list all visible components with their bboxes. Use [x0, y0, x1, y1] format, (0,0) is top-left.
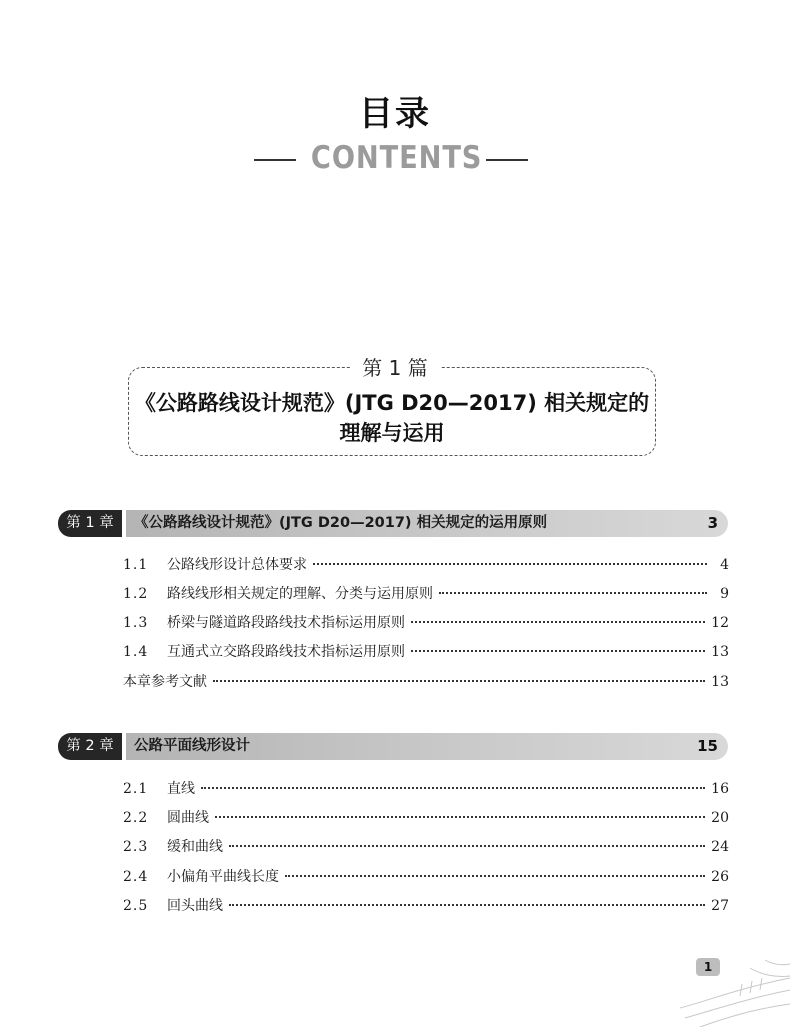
toc-entry[interactable]	[123, 641, 729, 665]
part-title-line-2: 理解与运用	[339, 421, 445, 445]
entry-number: 1.4	[123, 644, 149, 660]
leader-dots	[229, 904, 705, 906]
entry-title: 直线	[167, 781, 195, 797]
chapter-page: 3	[707, 514, 718, 532]
page-subtitle: CONTENTS	[310, 140, 483, 176]
toc-entry[interactable]	[123, 778, 729, 802]
page-subtitle-row	[0, 140, 790, 180]
entry-number: 2.3	[123, 839, 149, 855]
chapter-page: 15	[697, 737, 718, 755]
chapter-2-header[interactable]	[58, 733, 728, 760]
toc-entry[interactable]	[123, 807, 729, 831]
entry-page: 27	[711, 898, 729, 914]
leader-dots	[285, 875, 705, 877]
page-title: 目录	[359, 94, 431, 134]
toc-entry[interactable]	[123, 866, 729, 890]
part-title-line-1: 《公路路线设计规范》(JTG D20—2017) 相关规定的	[134, 391, 650, 415]
entry-number: 1.2	[123, 586, 149, 602]
leader-dots	[201, 787, 705, 789]
part-label	[0, 352, 790, 381]
entry-page: 9	[720, 586, 729, 602]
leader-dots	[411, 650, 705, 652]
entry-title: 圆曲线	[167, 810, 209, 826]
entry-title: 小偏角平曲线长度	[167, 869, 279, 885]
toc-entry[interactable]	[123, 612, 729, 636]
entry-number: 2.4	[123, 869, 149, 885]
chapter-tag: 第 1 章	[58, 510, 122, 537]
entry-number: 1.3	[123, 615, 149, 631]
part-title	[128, 388, 656, 448]
entry-number: 2.1	[123, 781, 149, 797]
entry-page: 4	[720, 557, 729, 573]
chapter-title: 公路平面线形设计	[134, 738, 250, 754]
entry-number: 1.1	[123, 557, 149, 573]
entry-title: 路线线形相关规定的理解、分类与运用原则	[167, 586, 433, 602]
leader-dots	[313, 563, 707, 565]
entry-title: 缓和曲线	[167, 839, 223, 855]
entry-page: 20	[711, 810, 729, 826]
entry-page: 13	[711, 644, 729, 660]
entry-page: 12	[711, 615, 729, 631]
page-number-tab: 1	[696, 958, 720, 976]
leader-dots	[229, 845, 705, 847]
toc-entry[interactable]	[123, 554, 729, 578]
entry-number: 2.5	[123, 898, 149, 914]
leader-dots	[213, 680, 705, 682]
leader-dots	[439, 592, 707, 594]
entry-page: 16	[711, 781, 729, 797]
leader-dots	[215, 816, 705, 818]
entry-title: 本章参考文献	[123, 674, 207, 690]
entry-title: 回头曲线	[167, 898, 223, 914]
entry-number: 2.2	[123, 810, 149, 826]
chapter-tag: 第 2 章	[58, 733, 122, 760]
entry-title: 互通式立交路段路线技术指标运用原则	[167, 644, 405, 660]
toc-entry[interactable]	[123, 836, 729, 860]
toc-entry[interactable]	[123, 671, 729, 695]
entry-page: 24	[711, 839, 729, 855]
entry-page: 13	[711, 674, 729, 690]
entry-title: 桥梁与隧道路段路线技术指标运用原则	[167, 615, 405, 631]
part-label-text: 第 1 篇	[350, 356, 439, 380]
leader-dots	[411, 621, 705, 623]
chapter-title: 《公路路线设计规范》(JTG D20—2017) 相关规定的运用原则	[134, 515, 548, 531]
entry-title: 公路线形设计总体要求	[167, 557, 307, 573]
toc-entry[interactable]	[123, 895, 729, 919]
chapter-1-header[interactable]	[58, 510, 728, 537]
entry-page: 26	[711, 869, 729, 885]
subtitle-rule-left	[254, 159, 296, 161]
toc-entry[interactable]	[123, 583, 729, 607]
subtitle-rule-right	[486, 159, 528, 161]
